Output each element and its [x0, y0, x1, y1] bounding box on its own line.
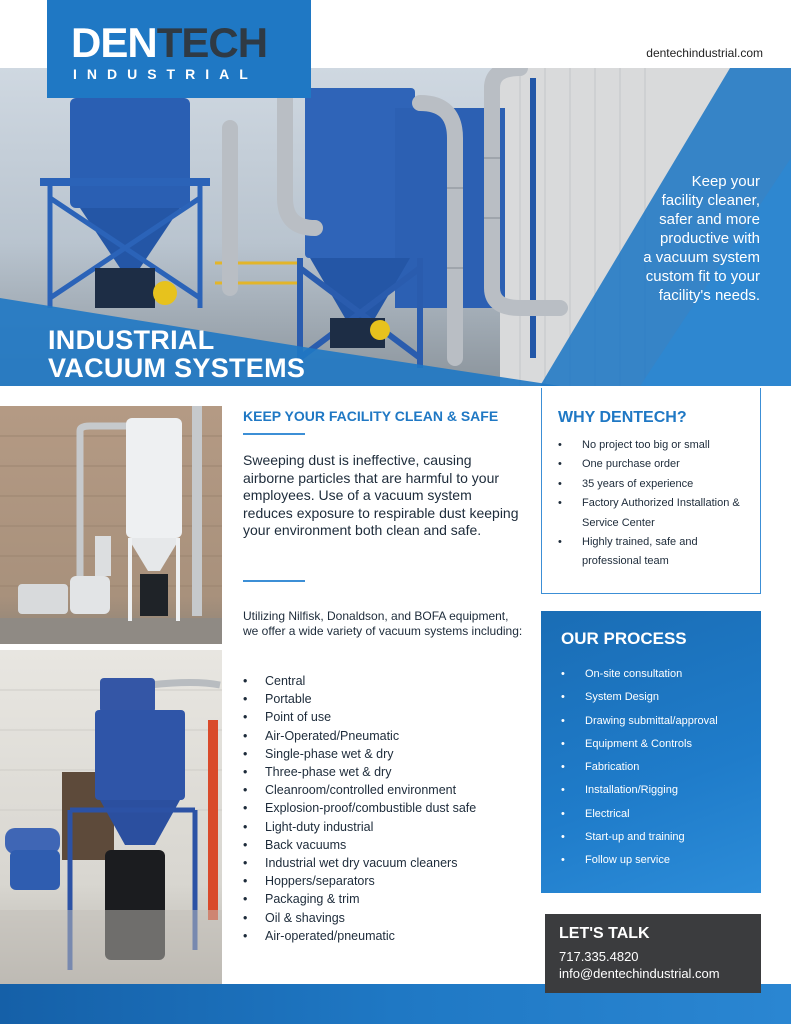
- list-item: • No project too big or small: [558, 436, 754, 455]
- our-process-heading: OUR PROCESS: [561, 629, 687, 648]
- list-item: • Three-phase wet & dry: [243, 763, 513, 781]
- clean-safe-paragraph: Sweeping dust is ineffective, causing airborne particles that are harmful to your employees. Use of a vacuum system reduces exposure to respirable dust keeping your environment both clean and safe.: [243, 452, 519, 538]
- our-process-list: [561, 663, 757, 873]
- list-item: • Air-Operated/Pneumatic: [243, 727, 513, 745]
- list-item: • Hoppers/separators: [243, 872, 513, 890]
- list-item: • Single-phase wet & dry: [243, 745, 513, 763]
- logo-tech: TECH: [156, 19, 268, 66]
- brand-logo: [47, 0, 311, 98]
- list-item: • Back vacuums: [243, 836, 513, 854]
- clean-safe-heading: KEEP YOUR FACILITY CLEAN & SAFE: [243, 408, 499, 424]
- list-item: • Equipment & Controls: [561, 733, 757, 756]
- list-item: • Packaging & trim: [243, 890, 513, 908]
- tagline-line: safer and more: [659, 211, 760, 228]
- equipment-paragraph: Utilizing Nilfisk, Donaldson, and BOFA equipment, we offer a wide variety of vacuum systems including:: [243, 609, 523, 638]
- hero-title-line2: VACUUM SYSTEMS: [48, 353, 306, 383]
- list-item: • Start-up and training: [561, 826, 757, 849]
- why-dentech-list: [558, 436, 754, 572]
- list-item: • Follow up service: [561, 849, 757, 872]
- vacuum-systems-list: [243, 672, 513, 945]
- list-item: • 35 years of experience: [558, 475, 754, 494]
- section-divider: [243, 580, 305, 582]
- list-item: • Electrical: [561, 803, 757, 826]
- contact-email[interactable]: info@dentechindustrial.com: [559, 966, 720, 981]
- list-item: • Air-operated/pneumatic: [243, 927, 513, 945]
- list-item: • Highly trained, safe and professional team: [558, 533, 754, 572]
- list-item: • Factory Authorized Installation & Service Center: [558, 494, 754, 533]
- heading-underline: [243, 433, 305, 435]
- tagline-line: facility cleaner,: [661, 192, 760, 209]
- tagline-line: custom fit to your: [645, 268, 760, 285]
- list-item: • Central: [243, 672, 513, 690]
- list-item: • Installation/Rigging: [561, 779, 757, 802]
- why-dentech-heading: WHY DENTECH?: [558, 409, 687, 426]
- vacuum-photo-indoor-art: [0, 650, 222, 984]
- list-item: • Drawing submittal/approval: [561, 710, 757, 733]
- tagline-line: Keep your: [691, 173, 760, 190]
- hero-title-line1: INDUSTRIAL: [48, 325, 215, 355]
- list-item: • One purchase order: [558, 455, 754, 474]
- logo-wordmark: [71, 19, 268, 66]
- clean-safe-section: [243, 408, 523, 435]
- tagline-line: a vacuum system: [643, 249, 760, 266]
- hero-title: [48, 326, 305, 382]
- hero-banner: [0, 68, 791, 386]
- list-item: • Explosion-proof/combustible dust safe: [243, 799, 513, 817]
- contact-heading: LET'S TALK: [559, 925, 650, 942]
- our-process-box: [541, 611, 761, 893]
- list-item: • Portable: [243, 690, 513, 708]
- list-item: • Cleanroom/controlled environment: [243, 781, 513, 799]
- logo-subtitle: INDUSTRIAL: [73, 66, 258, 82]
- vacuum-photo-outdoor: [0, 406, 222, 644]
- website-link[interactable]: dentechindustrial.com: [646, 46, 763, 60]
- list-item: • On-site consultation: [561, 663, 757, 686]
- vacuum-photo-outdoor-art: [0, 406, 222, 644]
- why-dentech-box: [541, 388, 761, 594]
- contact-box: [545, 914, 761, 993]
- list-item: • Point of use: [243, 708, 513, 726]
- logo-den: DEN: [71, 19, 157, 66]
- tagline-line: facility's needs.: [658, 287, 760, 304]
- hero-tagline: [570, 172, 760, 305]
- list-item: • Light-duty industrial: [243, 818, 513, 836]
- list-item: • Fabrication: [561, 756, 757, 779]
- list-item: • Oil & shavings: [243, 909, 513, 927]
- list-item: • Industrial wet dry vacuum cleaners: [243, 854, 513, 872]
- list-item: • System Design: [561, 686, 757, 709]
- tagline-line: productive with: [659, 230, 760, 247]
- contact-phone[interactable]: 717.335.4820: [559, 949, 639, 964]
- vacuum-photo-indoor: [0, 650, 222, 984]
